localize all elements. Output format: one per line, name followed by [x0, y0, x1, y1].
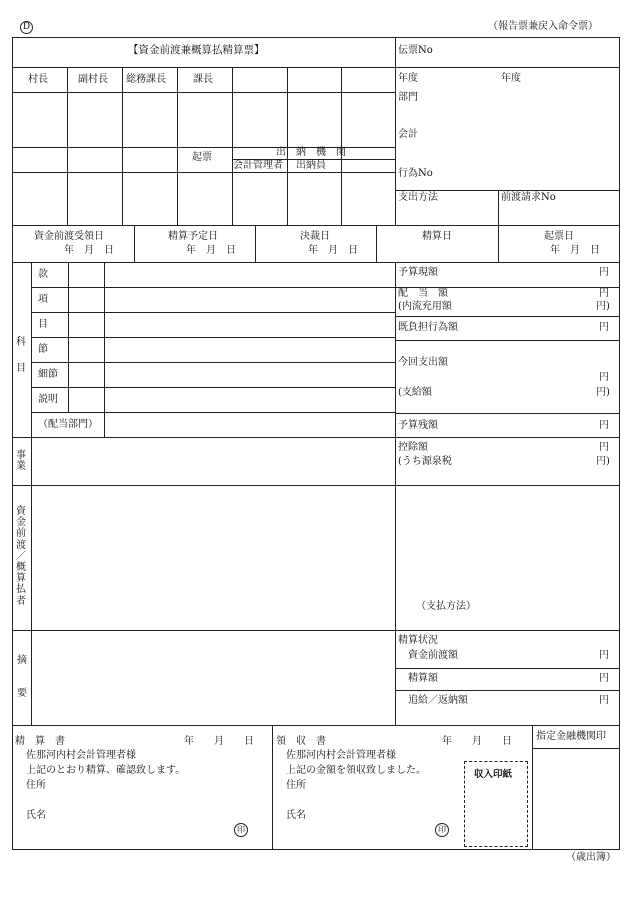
kojo-label: 控除額	[398, 442, 428, 453]
date-value-seisan-yotei: 年 月 日	[186, 245, 236, 256]
date-label-seisan-yotei: 精算予定日	[168, 231, 218, 242]
date-value-juryou: 年 月 日	[64, 245, 114, 256]
seisansho-seal-icon: 印	[234, 823, 248, 837]
seisansho-name: 氏名	[26, 810, 46, 821]
ryoshusho-name: 氏名	[286, 810, 306, 821]
bumon-label: 部門	[398, 92, 418, 103]
ryoshusho-to: 佐那河内村会計管理者様	[286, 750, 396, 761]
approval-header-soumukachou: 総務課長	[126, 74, 166, 85]
gensen-yen: 円)	[596, 456, 610, 467]
kifutan-label: 既負担行為額	[398, 322, 458, 333]
seisansho-title: 精 算 書	[15, 736, 65, 747]
seisan-item-tsuikyu-yen: 円	[599, 695, 609, 706]
seisansho-address: 住所	[26, 780, 46, 791]
revenue-stamp-label: 収入印紙	[474, 769, 513, 780]
gensen-label: (うち源泉税	[398, 456, 452, 467]
seisan-item-maewatashi: 資金前渡額	[408, 650, 458, 661]
kamoku-row-kou: 項	[38, 294, 48, 305]
seisan-item-maewatashi-yen: 円	[599, 650, 609, 661]
approval-header-sonchou: 村長	[28, 74, 48, 85]
jigyo-label: 事業	[16, 450, 26, 473]
form-marker: D	[20, 21, 33, 34]
kamoku-row-setsu: 節	[38, 344, 48, 355]
shitei-kinyu-kikan-label: 指定金融機関印	[536, 731, 606, 742]
suitou-kikan-label: 出 納 機 関	[276, 147, 346, 158]
yosan-genkaku-label: 予算現額	[398, 267, 438, 278]
yosan-zangaku-label: 予算残額	[398, 420, 438, 431]
naiyu-label: (内流充用額	[398, 301, 452, 312]
maewatashi-no-label: 前渡請求No	[501, 192, 556, 203]
kifutan-yen: 円	[599, 322, 609, 333]
nendo-label-2: 年度	[501, 73, 521, 84]
ryoshusho-seal-icon: 印	[435, 823, 449, 837]
kaikei-kanrisha-label: 会計管理者	[233, 160, 283, 171]
kamoku-row-saisetsu: 細節	[38, 369, 58, 380]
seisan-joukyou-title: 精算状況	[398, 635, 438, 646]
seisansho-date: 年 月 日	[184, 736, 254, 747]
date-value-kihyo: 年 月 日	[550, 245, 600, 256]
approval-header-fukusonchou: 副村長	[78, 74, 108, 85]
date-label-seisan: 精算日	[422, 231, 452, 242]
kihyo-label: 起票	[192, 152, 212, 163]
konkai-shishutsu-yen: 円	[599, 372, 609, 383]
yosan-zangaku-yen: 円	[599, 420, 609, 431]
haito-bumon-label: （配当部門）	[38, 419, 98, 430]
haitou-gaku-label: 配 当 額	[398, 288, 448, 299]
shishutsu-houhou-label: 支出方法	[398, 192, 438, 203]
nendo-label: 年度	[398, 73, 418, 84]
payee-label: 資金前渡／概算払者	[16, 506, 26, 607]
shikyu-yen: 円)	[596, 387, 610, 398]
tekiyo-label-1: 摘	[17, 655, 27, 666]
denpyo-no-label: 伝票No	[398, 45, 433, 56]
corner-note: （報告票兼戻入命令票）	[488, 21, 598, 32]
kamoku-row-kan: 款	[38, 269, 48, 280]
seisan-item-seisan-yen: 円	[599, 673, 609, 684]
ryoshusho-address: 住所	[286, 780, 306, 791]
date-label-kihyo: 起票日	[544, 231, 574, 242]
seisan-item-tsuikyu: 追給／返納額	[408, 695, 468, 706]
date-value-kessai: 年 月 日	[308, 245, 358, 256]
kamoku-row-setsumei: 説明	[38, 394, 58, 405]
kaikei-label: 会計	[398, 129, 418, 140]
seisan-item-seisan: 精算額	[408, 673, 438, 684]
gyo-no-label: 行為No	[398, 168, 433, 179]
tekiyo-label-2: 要	[17, 688, 27, 699]
seisansho-body: 上記のとおり精算、確認致します。	[26, 765, 186, 776]
shikyu-label: (支給額	[398, 387, 432, 398]
kamoku-label: 科目	[16, 337, 26, 374]
date-label-kessai: 決裁日	[300, 231, 330, 242]
shiharai-houhou-label: （支払方法）	[416, 601, 476, 612]
naiyu-yen: 円)	[596, 301, 610, 312]
kojo-yen: 円	[599, 442, 609, 453]
yosan-genkaku-yen: 円	[599, 267, 609, 278]
ryoshusho-date: 年 月 日	[442, 736, 512, 747]
form-title: 【資金前渡兼概算払精算票】	[128, 44, 265, 56]
suitouin-label: 出納員	[296, 160, 326, 171]
ryoshusho-body: 上記の金額を領収致しました。	[286, 765, 426, 776]
approval-header-kachou: 課長	[193, 74, 213, 85]
date-label-juryou: 資金前渡受領日	[34, 231, 104, 242]
footer-note: （歳出簿）	[566, 852, 616, 863]
haitou-gaku-yen: 円	[599, 288, 609, 299]
ryoshusho-title: 領 収 書	[276, 736, 326, 747]
kamoku-row-moku: 目	[38, 319, 48, 330]
konkai-shishutsu-label: 今回支出額	[398, 357, 448, 368]
seisansho-to: 佐那河内村会計管理者様	[26, 750, 136, 761]
